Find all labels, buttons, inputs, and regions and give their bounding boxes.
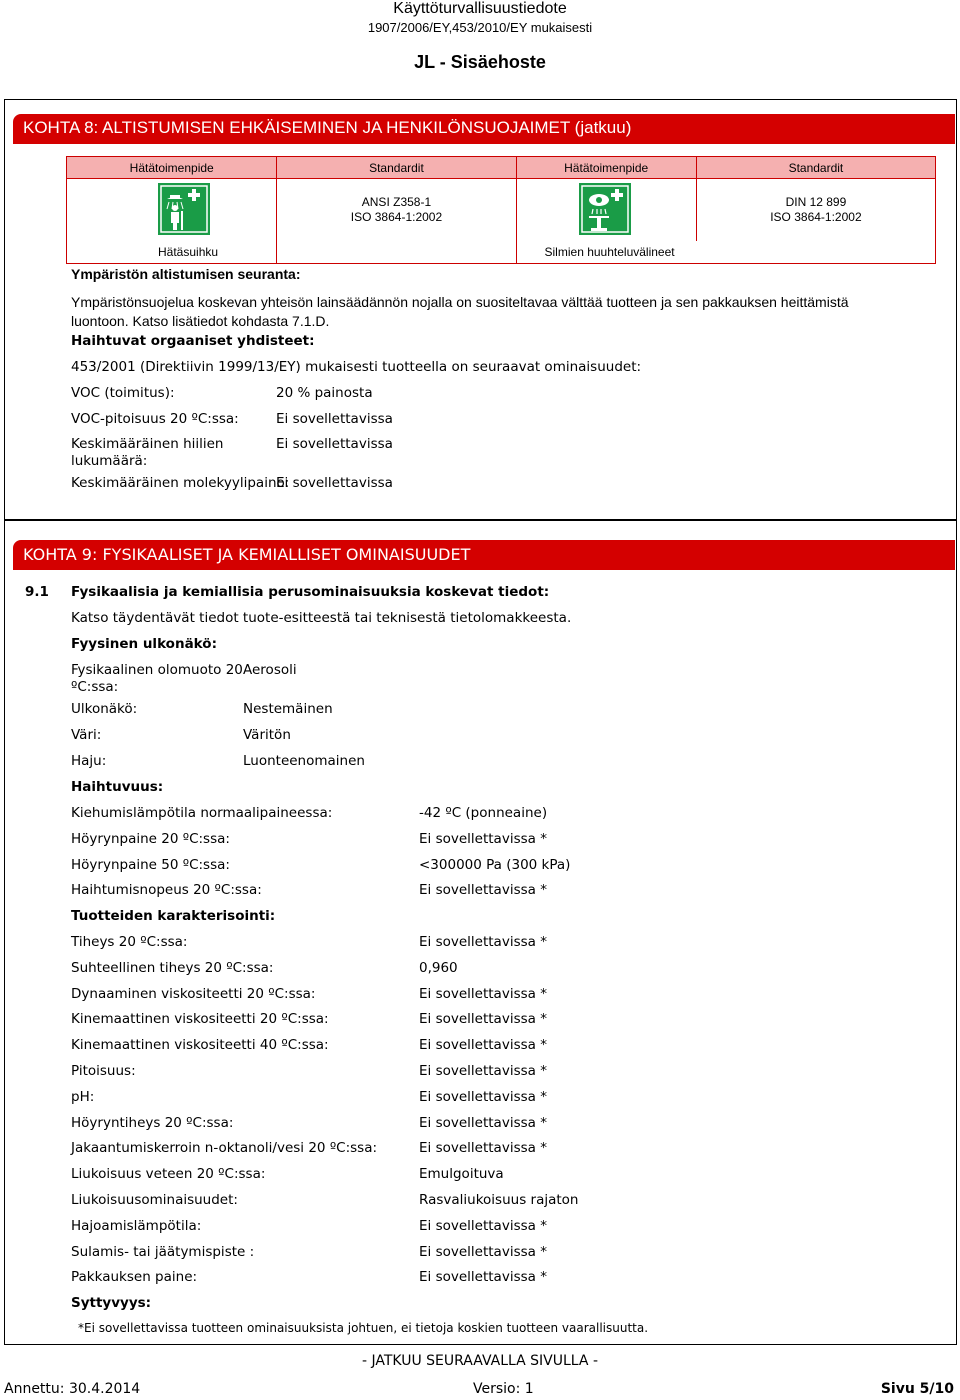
property-value: Ei sovellettavissa *: [419, 1037, 547, 1054]
property-value: Nestemäinen: [243, 701, 333, 717]
property-label: Dynaaminen viskositeetti 20 ºC:ssa:: [71, 985, 316, 1002]
property-value: -42 ºC (ponneaine): [419, 805, 548, 821]
property-value: Ei sovellettavissa *: [419, 1269, 547, 1286]
property-value: Ei sovellettavissa *: [419, 1217, 547, 1234]
product-name: JL - Sisäehoste: [414, 52, 546, 72]
env-text-line: luontoon. Katso lisätiedot kohdasta 7.1.D.: [71, 313, 330, 329]
voc-label: VOC (toimitus):: [71, 385, 175, 401]
property-label: Suhteellinen tiheys 20 ºC:ssa:: [71, 959, 274, 976]
emergency-shower-cell: [67, 179, 277, 242]
property-label: Höyrynpaine 50 ºC:ssa:: [71, 856, 230, 873]
property-label: Tiheys 20 ºC:ssa:: [71, 934, 188, 950]
regulation-reference: 1907/2006/EY,453/2010/EY mukaisesti: [367, 20, 593, 35]
flammability-heading: Syttyvyys:: [71, 1295, 152, 1311]
property-label: Ulkonäkö:: [71, 701, 138, 717]
emergency-measures-table: [66, 156, 936, 264]
version: Versio: 1: [473, 1381, 534, 1397]
property-value: Ei sovellettavissa *: [419, 1140, 547, 1157]
property-label: Kinemaattinen viskositeetti 20 ºC:ssa:: [71, 1011, 329, 1028]
continued-notice: - JATKUU SEURAAVALLA SIVULLA -: [361, 1353, 598, 1369]
property-value: Rasvaliukoisuus rajaton: [419, 1192, 579, 1208]
voc-value: Ei sovellettavissa: [276, 475, 393, 491]
voc-label: lukumäärä:: [71, 453, 148, 469]
property-label: Liukoisuusominaisuudet:: [71, 1192, 238, 1208]
property-value: Ei sovellettavissa *: [419, 830, 547, 847]
property-label: Kiehumislämpötila normaalipaineessa:: [71, 805, 333, 821]
property-label: ºC:ssa:: [71, 679, 119, 695]
table-header: Hätätoimenpide: [67, 157, 277, 179]
table-header: Hätätoimenpide: [516, 157, 696, 179]
property-label: Pakkauksen paine:: [71, 1269, 198, 1286]
voc-label: Keskimääräinen hiilien: [71, 436, 224, 452]
subsection-heading: Fysikaalisia ja kemiallisia perusominaisuuksia koskevat tiedot:: [71, 584, 550, 600]
voc-heading: Haihtuvat orgaaniset yhdisteet:: [71, 333, 315, 349]
table-header: Standardit: [277, 157, 516, 179]
eyewash-station-icon: [579, 183, 631, 235]
property-label: Fysikaalinen olomuoto 20: [71, 662, 243, 678]
property-label: Liukoisuus veteen 20 ºC:ssa:: [71, 1166, 266, 1183]
voc-label: VOC-pitoisuus 20 ºC:ssa:: [71, 411, 239, 427]
eyewash-standards: [696, 179, 935, 242]
property-value: Ei sovellettavissa *: [419, 1063, 547, 1079]
env-monitoring-text: [71, 293, 951, 331]
shower-label: Hätäsuihku: [67, 241, 277, 264]
property-value: Väritön: [243, 727, 291, 743]
voc-value: Ei sovellettavissa: [276, 411, 393, 427]
emergency-shower-icon: [158, 183, 210, 235]
page-number: Sivu 5/10: [880, 1381, 954, 1397]
property-value: Ei sovellettavissa *: [419, 934, 547, 950]
property-label: Kinemaattinen viskositeetti 40 ºC:ssa:: [71, 1037, 329, 1054]
property-label: Sulamis- tai jäätymispiste :: [71, 1243, 255, 1260]
property-label: Höyrynpaine 20 ºC:ssa:: [71, 830, 230, 847]
property-value: Ei sovellettavissa *: [419, 985, 547, 1002]
standard-text: ISO 3864-1:2002: [770, 210, 862, 224]
issue-date: Annettu: 30.4.2014: [4, 1381, 141, 1397]
section-8-title: KOHTA 8: ALTISTUMISEN EHKÄISEMINEN JA HENKILÖNSUOJAIMET (jatkuu): [13, 114, 955, 144]
footnote: *Ei sovellettavissa tuotteen ominaisuuksista johtuen, ei tietoja koskien tuotteen vaarallisuutta.: [78, 1321, 649, 1335]
property-label: Höyryntiheys 20 ºC:ssa:: [71, 1114, 234, 1131]
property-value: Ei sovellettavissa *: [419, 1011, 547, 1028]
property-value: Ei sovellettavissa *: [419, 1088, 547, 1105]
eyewash-label: Silmien huuhteluvälineet: [516, 241, 935, 264]
property-value: 0,960: [419, 959, 458, 976]
appearance-heading: Fyysinen ulkonäkö:: [71, 636, 217, 652]
property-value: Luonteenomainen: [243, 753, 365, 769]
property-label: pH:: [71, 1088, 95, 1105]
property-value: Aerosoli: [243, 662, 297, 678]
eyewash-cell: [516, 179, 696, 242]
table-header: Standardit: [696, 157, 935, 179]
standard-text: ANSI Z358-1: [361, 195, 432, 209]
property-value: Ei sovellettavissa *: [419, 882, 547, 899]
env-text-line: Ympäristönsuojelua koskevan yhteisön lainsäädännön nojalla on suositeltavaa välttää tuotteen ja sen pakkauksen heittämistä: [71, 294, 849, 310]
document-title: Käyttöturvallisuustiedote: [393, 0, 567, 17]
section-9-title: KOHTA 9: FYSIKAALISET JA KEMIALLISET OMINAISUUDET: [13, 540, 955, 570]
section-9-intro: Katso täydentävät tiedot tuote-esitteestä tai teknisestä tietolomakkeesta.: [71, 610, 572, 626]
standard-text: ISO 3864-1:2002: [350, 210, 443, 224]
shower-standards: [277, 179, 516, 242]
characterisation-heading: Tuotteiden karakterisointi:: [71, 908, 276, 924]
property-label: Väri:: [71, 727, 102, 743]
property-value: <300000 Pa (300 kPa): [419, 856, 571, 873]
volatility-heading: Haihtuvuus:: [71, 779, 164, 795]
voc-value: Ei sovellettavissa: [276, 436, 393, 452]
property-value: Emulgoituva: [419, 1166, 504, 1183]
subsection-number: 9.1: [25, 584, 49, 600]
voc-value: 20 % painosta: [276, 385, 373, 401]
property-label: Jakaantumiskerroin n-oktanoli/vesi 20 ºC:ssa:: [71, 1140, 378, 1157]
property-label: Pitoisuus:: [71, 1063, 136, 1079]
voc-intro: 453/2001 (Direktiivin 1999/13/EY) mukaisesti tuotteella on seuraavat ominaisuudet:: [71, 359, 642, 375]
env-monitoring-heading: Ympäristön altistumisen seuranta:: [71, 266, 301, 282]
standard-text: DIN 12 899: [785, 195, 847, 209]
property-value: Ei sovellettavissa *: [419, 1243, 547, 1260]
property-label: Hajoamislämpötila:: [71, 1217, 202, 1234]
property-value: Ei sovellettavissa *: [419, 1114, 547, 1131]
property-label: Haihtumisnopeus 20 ºC:ssa:: [71, 882, 262, 899]
voc-label: Keskimääräinen molekyylipaino:: [71, 475, 290, 491]
empty-cell: [277, 241, 516, 264]
property-label: Haju:: [71, 753, 107, 769]
